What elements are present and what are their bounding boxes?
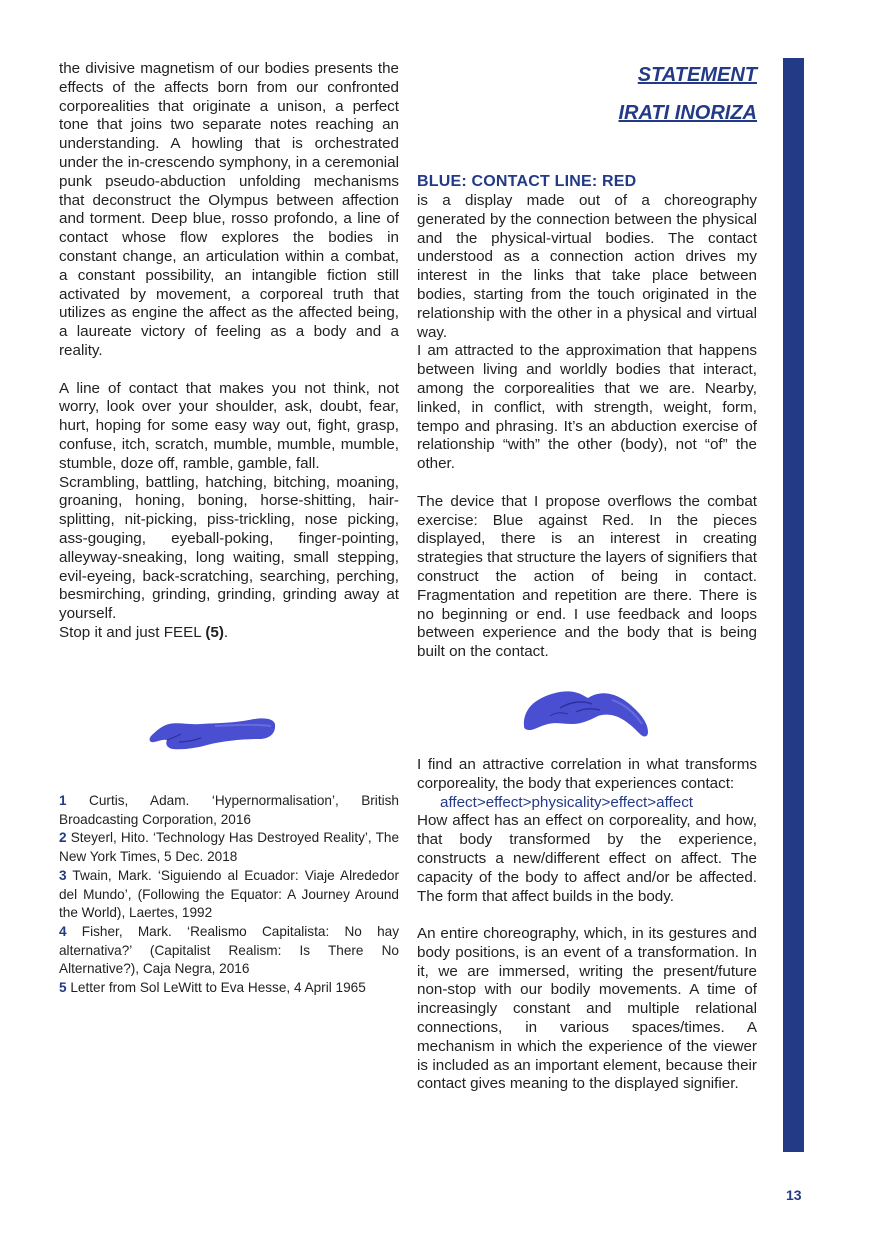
right-column	[417, 172, 757, 1094]
right-paragraph-4: I find an attractive correlation in what transforms corporeality, the body that experiences contact:	[417, 755, 757, 792]
section-heading: BLUE: CONTACT LINE: RED	[417, 173, 637, 190]
blue-hand-arm-image	[145, 712, 277, 756]
left-column	[59, 60, 399, 643]
footnote-item: 4 Fisher, Mark. ‘Realismo Capitalista: No hay alternativa?’ (Capitalist Realism: Is There No Alternative?), Caja Negra, 2016	[59, 923, 399, 977]
right-paragraph-3: The device that I propose overflows the combat exercise: Blue against Red. In the pieces displayed, there is an interest in creating strategies that structure the layers of signifiers that construct the action of being in contact. Fragmentation and repetition are there. There is no beginning or end. I use feedback and loops between experience and the body that is being built on the contact.	[417, 492, 757, 661]
right-paragraph-6: An entire choreography, which, in its gestures and body positions, is an event of a transformation. In it, we are immersed, writing the present/future non-stop with our bodily movements. A time of increasingly constant and multiple relational connections, in various spaces/times. A mechanism in which the experience of the viewer is included as an important element, because their contact gives meaning to the displayed signifier.	[417, 925, 757, 1093]
footnote-ref-5: (5)	[205, 623, 224, 641]
footnotes	[59, 792, 399, 998]
left-paragraph-4	[59, 624, 399, 643]
sidebar-accent-bar	[783, 58, 804, 1152]
right-paragraph-2: I am attracted to the approximation that happens between living and worldly bodies that interact, among the corporealities that we are. Nearby, linked, in conflict, with strength, weight, form, tempo and phrasing. It’s an abduction exercise of relationship “with” the other (body), not “of” the other.	[417, 342, 757, 473]
left-paragraph-2: A line of contact that makes you not think, not worry, look over your shoulder, ask, doubt, fear, hurt, hoping for some easy way out, fight, grasp, confuse, itch, scratch, mumble, mumble, mumble, stumble, doze off, ramble, gamble, fall.	[59, 379, 399, 472]
right-paragraph-5: How affect has an effect on corporeality, and how, that body transformed by the experience, constructs a new/different effect on affect. The capacity of the body to affect and/or be affected. The form that affect builds in the body.	[417, 812, 757, 905]
right-paragraph-1: is a display made out of a choreography generated by the connection between the physical and the physical-virtual bodies. The contact understood as a connection action drives my interest in the links that take place between bodies, starting from the touch originated in the relationship with the other in a physical and virtual way.	[417, 192, 757, 341]
footnote-item: 2 Steyerl, Hito. ‘Technology Has Destroyed Reality’, The New York Times, 5 Dec. 2018	[59, 830, 399, 865]
author-name: IRATI INORIZA	[618, 102, 757, 124]
feel-text: Stop it and just FEEL	[59, 623, 206, 641]
footnote-item: 1 Curtis, Adam. ‘Hypernormalisation’, British Broadcasting Corporation, 2016	[59, 793, 399, 827]
page-number: 13	[786, 1187, 802, 1203]
two-hands-clasping-image	[520, 682, 652, 740]
footnote-item: 3 Twain, Mark. ‘Siguiendo al Ecuador: Viaje Alrededor del Mundo’, (Following the Equator: A Journey Around the World), Laertes, 1992	[59, 867, 399, 921]
page-header	[618, 56, 757, 132]
feel-period: .	[223, 623, 229, 641]
left-paragraph-1: the divisive magnetism of our bodies presents the effects of the affects born from our confronted corporealities that originate a unison, a perfect tone that joins two separate notes reaching an understanding. A howling that is orchestrated under the in-crescendo symphony, in a ceremonial punk pseudo-abduction unfolding mechanisms that deconstruct the Olympus between affection and torment. Deep blue, rosso profondo, a line of contact whose flow explores the bodies in constant change, an articulation within a combat, a constant possibility, an intangible fiction still activated by movement, a corporeal truth that utilizes as engine the affect as the affected being, a laureate victory of feeling as a body and a reality.	[59, 60, 399, 359]
left-paragraph-3: Scrambling, battling, hatching, bitching, moaning, groaning, honing, boning, horse-shitting, hair-splitting, nit-picking, piss-trickling, nose picking, ass-gouging, eyeball-poking, finger-pointing, alleyway-sneaking, long waiting, small stepping, evil-eyeing, back-scratching, searching, perching, besmirching, grinding, grinding, grinding away at yourself.	[59, 473, 399, 623]
affect-formula: affect>effect>physicality>effect>affect	[440, 793, 694, 811]
footnote-item: 5 Letter from Sol LeWitt to Eva Hesse, 4 April 1965	[59, 980, 366, 996]
statement-title: STATEMENT	[637, 64, 757, 86]
